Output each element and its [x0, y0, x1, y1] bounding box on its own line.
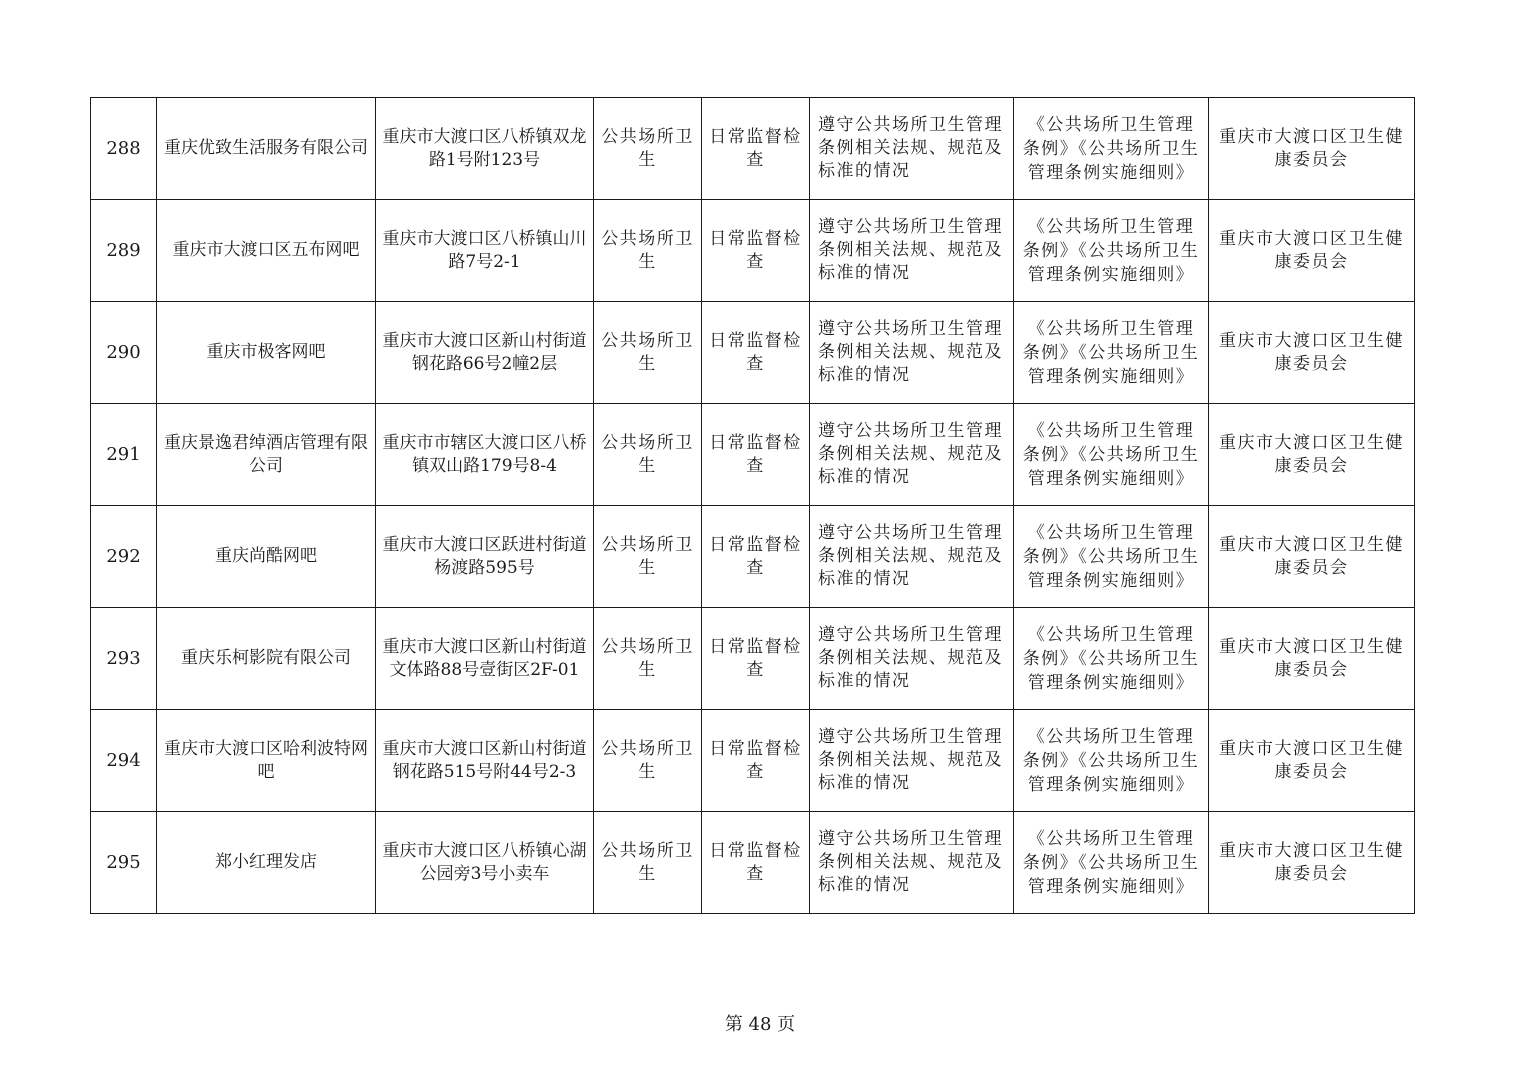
- record-number-cell: 293: [91, 608, 157, 710]
- inspection-method-cell: 日常监督检查: [702, 506, 810, 608]
- record-number-cell: 294: [91, 710, 157, 812]
- inspection-method-cell: 日常监督检查: [702, 608, 810, 710]
- inspection-content-cell: 遵守公共场所卫生管理条例相关法规、规范及标准的情况: [810, 608, 1014, 710]
- address-cell: 重庆市大渡口区八桥镇心湖公园旁3号小卖车: [376, 812, 594, 914]
- address-cell: 重庆市大渡口区新山村街道钢花路515号附44号2-3: [376, 710, 594, 812]
- table-row: [91, 812, 1415, 914]
- record-number-cell: 291: [91, 404, 157, 506]
- record-number-cell: 288: [91, 98, 157, 200]
- inspection-content-cell: 遵守公共场所卫生管理条例相关法规、规范及标准的情况: [810, 506, 1014, 608]
- address-cell: 重庆市市辖区大渡口区八桥镇双山路179号8-4: [376, 404, 594, 506]
- category-cell: 公共场所卫生: [594, 302, 702, 404]
- record-number-cell: 290: [91, 302, 157, 404]
- entity-name-cell: 重庆市极客网吧: [157, 302, 376, 404]
- table-row: [91, 404, 1415, 506]
- inspection-method-cell: 日常监督检查: [702, 98, 810, 200]
- address-cell: 重庆市大渡口区八桥镇双龙路1号附123号: [376, 98, 594, 200]
- entity-name-cell: 重庆市大渡口区五布网吧: [157, 200, 376, 302]
- category-cell: 公共场所卫生: [594, 710, 702, 812]
- department-cell: 重庆市大渡口区卫生健康委员会: [1209, 98, 1415, 200]
- legal-basis-cell: 《公共场所卫生管理条例》《公共场所卫生管理条例实施细则》: [1014, 404, 1209, 506]
- category-cell: 公共场所卫生: [594, 608, 702, 710]
- department-cell: 重庆市大渡口区卫生健康委员会: [1209, 200, 1415, 302]
- address-cell: 重庆市大渡口区八桥镇山川路7号2-1: [376, 200, 594, 302]
- legal-basis-cell: 《公共场所卫生管理条例》《公共场所卫生管理条例实施细则》: [1014, 608, 1209, 710]
- legal-basis-cell: 《公共场所卫生管理条例》《公共场所卫生管理条例实施细则》: [1014, 506, 1209, 608]
- category-cell: 公共场所卫生: [594, 404, 702, 506]
- inspection-content-cell: 遵守公共场所卫生管理条例相关法规、规范及标准的情况: [810, 710, 1014, 812]
- legal-basis-cell: 《公共场所卫生管理条例》《公共场所卫生管理条例实施细则》: [1014, 812, 1209, 914]
- inspection-method-cell: 日常监督检查: [702, 812, 810, 914]
- inspection-method-cell: 日常监督检查: [702, 200, 810, 302]
- category-cell: 公共场所卫生: [594, 812, 702, 914]
- address-cell: 重庆市大渡口区新山村街道钢花路66号2幢2层: [376, 302, 594, 404]
- inspection-records-table: [90, 97, 1415, 914]
- table-row: [91, 200, 1415, 302]
- address-cell: 重庆市大渡口区跃进村街道杨渡路595号: [376, 506, 594, 608]
- legal-basis-cell: 《公共场所卫生管理条例》《公共场所卫生管理条例实施细则》: [1014, 98, 1209, 200]
- entity-name-cell: 重庆景逸君绰酒店管理有限公司: [157, 404, 376, 506]
- inspection-content-cell: 遵守公共场所卫生管理条例相关法规、规范及标准的情况: [810, 302, 1014, 404]
- department-cell: 重庆市大渡口区卫生健康委员会: [1209, 710, 1415, 812]
- record-number-cell: 292: [91, 506, 157, 608]
- legal-basis-cell: 《公共场所卫生管理条例》《公共场所卫生管理条例实施细则》: [1014, 710, 1209, 812]
- legal-basis-cell: 《公共场所卫生管理条例》《公共场所卫生管理条例实施细则》: [1014, 302, 1209, 404]
- entity-name-cell: 重庆优致生活服务有限公司: [157, 98, 376, 200]
- entity-name-cell: 郑小红理发店: [157, 812, 376, 914]
- department-cell: 重庆市大渡口区卫生健康委员会: [1209, 812, 1415, 914]
- inspection-method-cell: 日常监督检查: [702, 302, 810, 404]
- inspection-content-cell: 遵守公共场所卫生管理条例相关法规、规范及标准的情况: [810, 200, 1014, 302]
- legal-basis-cell: 《公共场所卫生管理条例》《公共场所卫生管理条例实施细则》: [1014, 200, 1209, 302]
- inspection-method-cell: 日常监督检查: [702, 404, 810, 506]
- department-cell: 重庆市大渡口区卫生健康委员会: [1209, 608, 1415, 710]
- department-cell: 重庆市大渡口区卫生健康委员会: [1209, 404, 1415, 506]
- table-row: [91, 98, 1415, 200]
- category-cell: 公共场所卫生: [594, 200, 702, 302]
- record-number-cell: 289: [91, 200, 157, 302]
- inspection-content-cell: 遵守公共场所卫生管理条例相关法规、规范及标准的情况: [810, 404, 1014, 506]
- entity-name-cell: 重庆乐柯影院有限公司: [157, 608, 376, 710]
- department-cell: 重庆市大渡口区卫生健康委员会: [1209, 506, 1415, 608]
- department-cell: 重庆市大渡口区卫生健康委员会: [1209, 302, 1415, 404]
- address-cell: 重庆市大渡口区新山村街道文体路88号壹街区2F-01: [376, 608, 594, 710]
- entity-name-cell: 重庆尚酷网吧: [157, 506, 376, 608]
- category-cell: 公共场所卫生: [594, 98, 702, 200]
- inspection-method-cell: 日常监督检查: [702, 710, 810, 812]
- table-row: [91, 710, 1415, 812]
- table-row: [91, 506, 1415, 608]
- table-body: [91, 98, 1415, 914]
- inspection-content-cell: 遵守公共场所卫生管理条例相关法规、规范及标准的情况: [810, 812, 1014, 914]
- record-number-cell: 295: [91, 812, 157, 914]
- table-row: [91, 608, 1415, 710]
- entity-name-cell: 重庆市大渡口区哈利波特网吧: [157, 710, 376, 812]
- page-number: 第 48 页: [724, 1014, 796, 1035]
- table-row: [91, 302, 1415, 404]
- category-cell: 公共场所卫生: [594, 506, 702, 608]
- inspection-content-cell: 遵守公共场所卫生管理条例相关法规、规范及标准的情况: [810, 98, 1014, 200]
